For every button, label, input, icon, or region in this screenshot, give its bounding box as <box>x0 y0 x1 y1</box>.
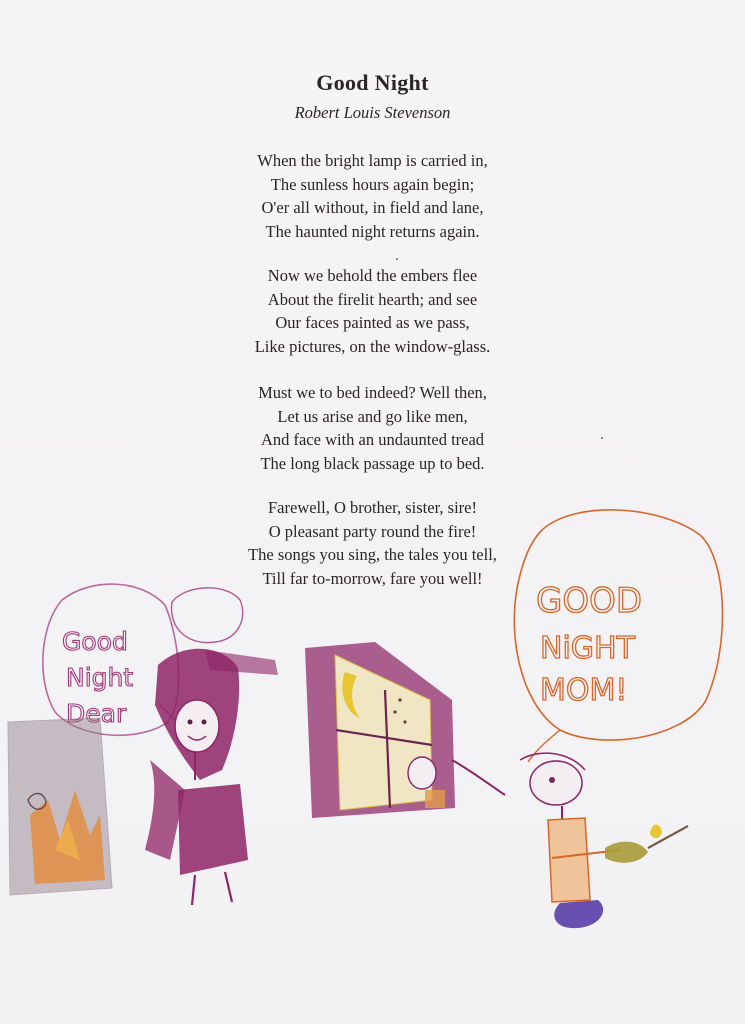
poem-line: About the firelit hearth; and see <box>267 289 478 309</box>
poem-line: And face with an undaunted tread <box>260 430 485 449</box>
right-bubble-word: MOM! <box>540 673 628 708</box>
right-bubble-word: GOOD <box>536 581 643 621</box>
poem-line: The haunted night returns again. <box>265 221 480 241</box>
poem-line: Must we to bed indeed? Well then, <box>258 383 487 402</box>
poem-line: When the bright lamp is carried in, <box>257 151 488 170</box>
right-speech-bubble <box>514 510 722 762</box>
poem-title: Good Night <box>316 70 429 95</box>
fireplace-drawing <box>8 718 112 895</box>
right-bubble-word: NiGHT <box>540 631 635 666</box>
left-bubble-word: Good <box>62 627 128 656</box>
poem-line: Let us arise and go like men, <box>277 406 468 426</box>
poem-line: The long black passage up to bed. <box>260 453 485 473</box>
poem-line: The songs you sing, the tales you tell, <box>248 545 497 564</box>
poem-line: Now we behold the embers flee <box>267 266 478 285</box>
poem-line: Our faces painted as we pass, <box>275 313 470 332</box>
girl-drawing <box>145 649 278 905</box>
poem-line: O pleasant party round the fire! <box>268 521 477 541</box>
poem-line: Like pictures, on the window-glass. <box>254 336 491 356</box>
poem-line: The sunless hours again begin; <box>270 174 475 194</box>
left-bubble-word: Night <box>66 663 134 692</box>
poem-author: Robert Louis Stevenson <box>294 103 451 122</box>
left-bubble-word: Dear <box>66 699 127 728</box>
window-drawing <box>305 642 505 818</box>
boy-drawing <box>520 753 688 928</box>
thought-bubble <box>172 588 243 643</box>
poem-line: Farewell, O brother, sister, sire! <box>268 498 477 517</box>
poem-line: O'er all without, in field and lane, <box>261 198 484 217</box>
poem-line: Till far to-morrow, fare you well! <box>262 568 483 588</box>
